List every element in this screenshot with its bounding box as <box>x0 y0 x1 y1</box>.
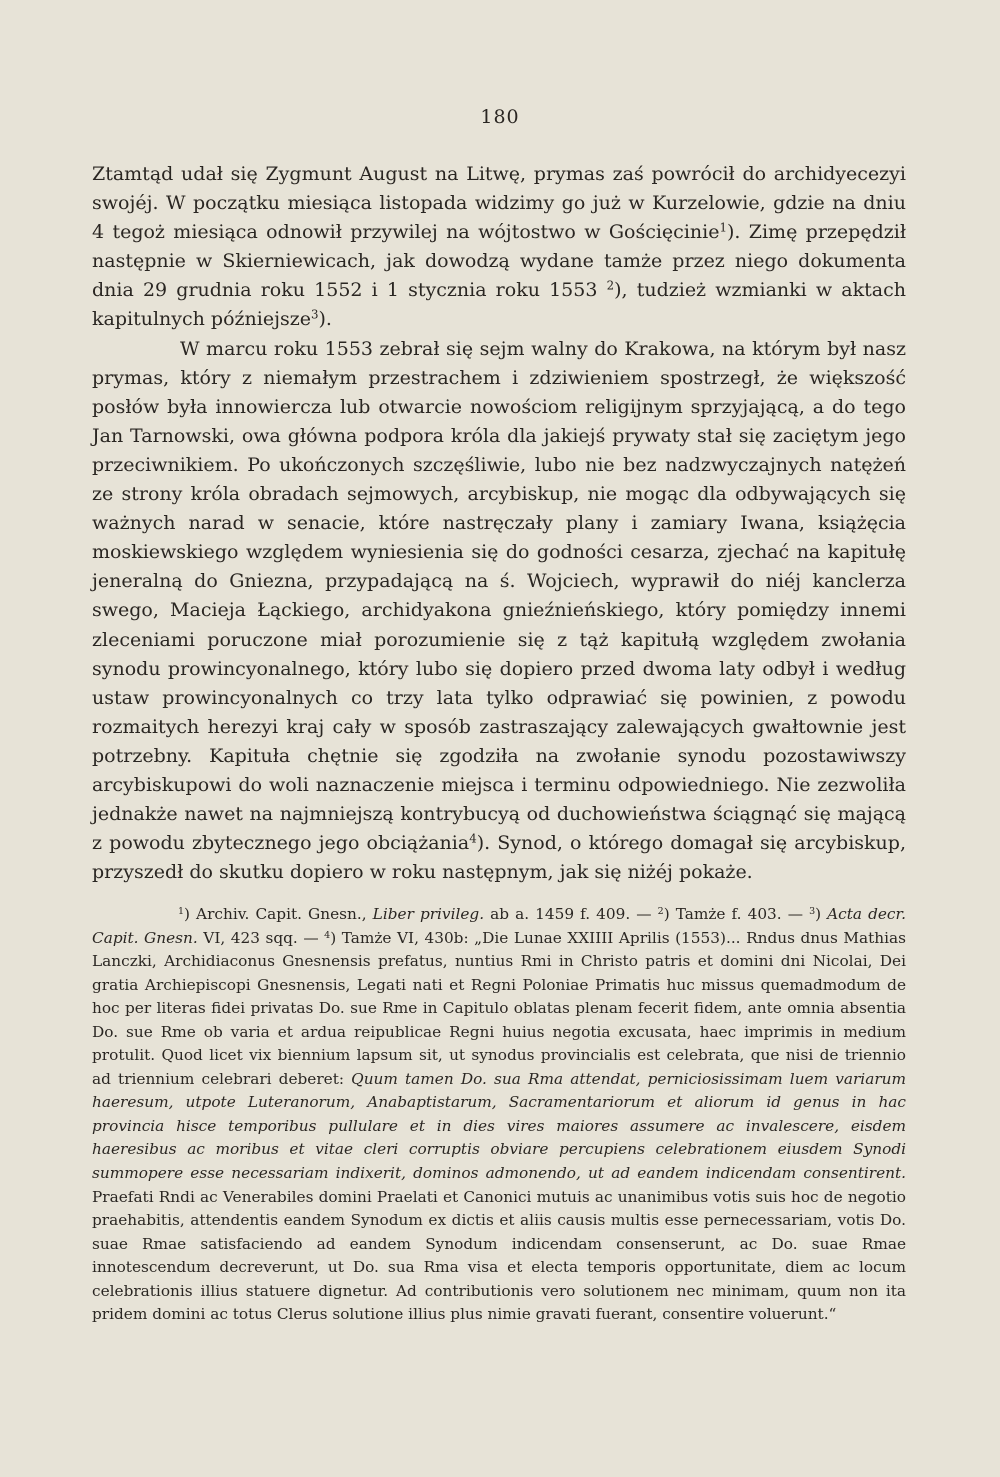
footnote-title-italic: Acta decr. Capit. Gnesn. <box>92 905 906 947</box>
footnote-ref-2: 2 <box>606 278 615 293</box>
footnotes <box>92 903 906 1327</box>
footnote-text: ) Tamże VI, 430b: „Die Lunae XXIIII Aprilis (1553)... Rndus dnus Mathias Lanczki, Archidiaconus Gnesnensis prefatus, nuntius Rmi in Christo patris et domini dni Nicolai, Dei gratia Archiepiscopi Gnesnensis, Legati nati et Regni Poloniae Primatis huc missus quemadmodum de hoc per literas fidei privatas Do. sue Rme in Capitulo oblatas plenam fecerit fidem, ante omnia absentia Do. sue Rme ob varia et ardua reipublicae Regni huius negotia excusata, haec imprimis in medium protulit. Quod licet vix biennium lapsum sit, ut synodus provincialis est celebrata, que nisi de triennio ad triennium celebrari deberet: <box>92 928 906 1088</box>
footnote-ref-4: 4 <box>469 831 477 846</box>
text-run: W marcu roku 1553 zebrał się sejm walny do Krakowa, na którym był nasz prymas, który z niemałym przestrachem i zdziwieniem spostrzegł, że większość posłów była innowiercza lub otwarcie nowościom religijnym sprzyjającą, a do tego Jan Tarnowski, owa główna podpora króla dla jakiejś prywaty stał się zaciętym jego przeciwnikiem. Po ukończonych szczęśliwie, lubo nie bez nadzwyczajnych natężeń ze strony króla obradach sejmowych, arcybiskup, nie mogąc dla odbywających się ważnych narad w senacie, które nastręczały plany i zamiary Iwana, książęcia moskiewskiego względem wyniesienia się do godności cesarza, zjechać na kapitułę jeneralną do Gniezna, przypadającą na ś. Wojciech, wyprawił do niéj kanclerza swego, Macieja Łąckiego, archidyakona gnieźnieńskiego, który pomiędzy innemi zleceniami poruczone miał porozumienie się z tąż kapitułą względem zwołania synodu prowincyonalnego, który lubo się dopiero przed dwoma laty odbył i według ustaw prowincyonalnych co trzy lata tylko odprawiać się powinien, z powodu rozmaitych herezyi kraj cały w sposób zastraszający zalewających gwałtownie jest potrzebny. Kapituła chętnie się zgodziła na zwołanie synodu pozostawiwszy arcybiskupowi do woli naznaczenie miejsca i terminu odpowiedniego. Nie zezwoliła jednakże nawet na najmniejszą kontrybucyą od duchowieństwa ściągnąć się mającą z powodu zbytecznego jego obciążania <box>92 337 906 855</box>
paragraph-2 <box>92 335 906 888</box>
footnote-block <box>92 903 906 1327</box>
text-run: ). Zimę przepędził następnie w Skierniewicach, jak dowodzą wydane tamże przez niego dokumenta dnia 29 grudnia roku 1552 i 1 stycznia roku 1553 <box>92 221 906 302</box>
footnote-text: ) Archiv. Capit. Gnesn., <box>184 905 373 923</box>
footnote-text: ab a. 1459 f. 409. — <box>484 905 658 923</box>
footnote-marker-3: 3 <box>809 905 816 917</box>
footnote-text: ) <box>815 905 828 923</box>
footnote-ref-1: 1 <box>719 220 727 235</box>
text-run: ), tudzież wzmianki w aktach kapitulnych późniejsze <box>92 279 906 331</box>
text-run: ). Synod, o którego domagał się arcybiskup, przyszedł do skutku dopiero w roku następnym, jak się niżéj pokaże. <box>92 832 906 884</box>
footnote-marker-1: 1 <box>178 905 185 917</box>
footnote-marker-4: 4 <box>324 929 331 941</box>
paragraph-1 <box>92 160 906 335</box>
footnote-quote-italic: Quum tamen Do. sua Rma attendat, perniciosissimam luem variarum haeresum, utpote Luteranorum, Anabaptistarum, Sacramentariorum et aliorum id genus in hac provincia hisce temporibus pullulare et in dies vires maiores assumere ac invalescere, eisdem haeresibus ac moribus et vitae cleri corruptis obviare percupiens celebrationem eiusdem Synodi summopere esse necessariam indixerit, dominos admonendo, ut ad eandem indicendam consentirent. <box>92 1069 906 1183</box>
footnote-ref-3: 3 <box>310 308 319 322</box>
page-number: 180 <box>480 106 520 128</box>
main-text <box>92 160 906 887</box>
footnote-title-italic: Liber privileg. <box>372 905 485 923</box>
footnote-text: VI, 423 sqq. — <box>197 928 325 947</box>
footnote-text: Praefati Rndi ac Venerabiles domini Praelati et Canonici mutuis ac unanimibus votis suis hoc de negotio praehabitis, attendentis eandem Synodum ex dictis et aliis causis multis esse pernecessariam, votis Do. suae Rmae satisfaciendo ad eandem Synodum indicendam consenserunt, ac Do. suae Rmae innotescendum decreverunt, ut Do. sua Rma visa et electa temporis opportunitate, diem ac locum celebrationis illius statuere dignetur. Ad contributionis vero solutionem nec minimam, quum non ita pridem domini ac totus Clerus solutione illius plus nimie gravati fuerant, consentire voluerunt.“ <box>92 1187 906 1324</box>
text-run: ). <box>318 308 332 331</box>
text-run: Ztamtąd udał się Zygmunt August na Litwę, prymas zaś powrócił do archidyecezyi swojéj. W początku miesiąca listopada widzimy go już w Kurzelowie, gdzie na dniu 4 tegoż miesiąca odnowił przywilej na wójtostwo w Gościęcinie <box>92 163 906 244</box>
footnote-marker-2: 2 <box>657 905 664 917</box>
footnote-text: ) Tamże f. 403. — <box>663 905 810 923</box>
